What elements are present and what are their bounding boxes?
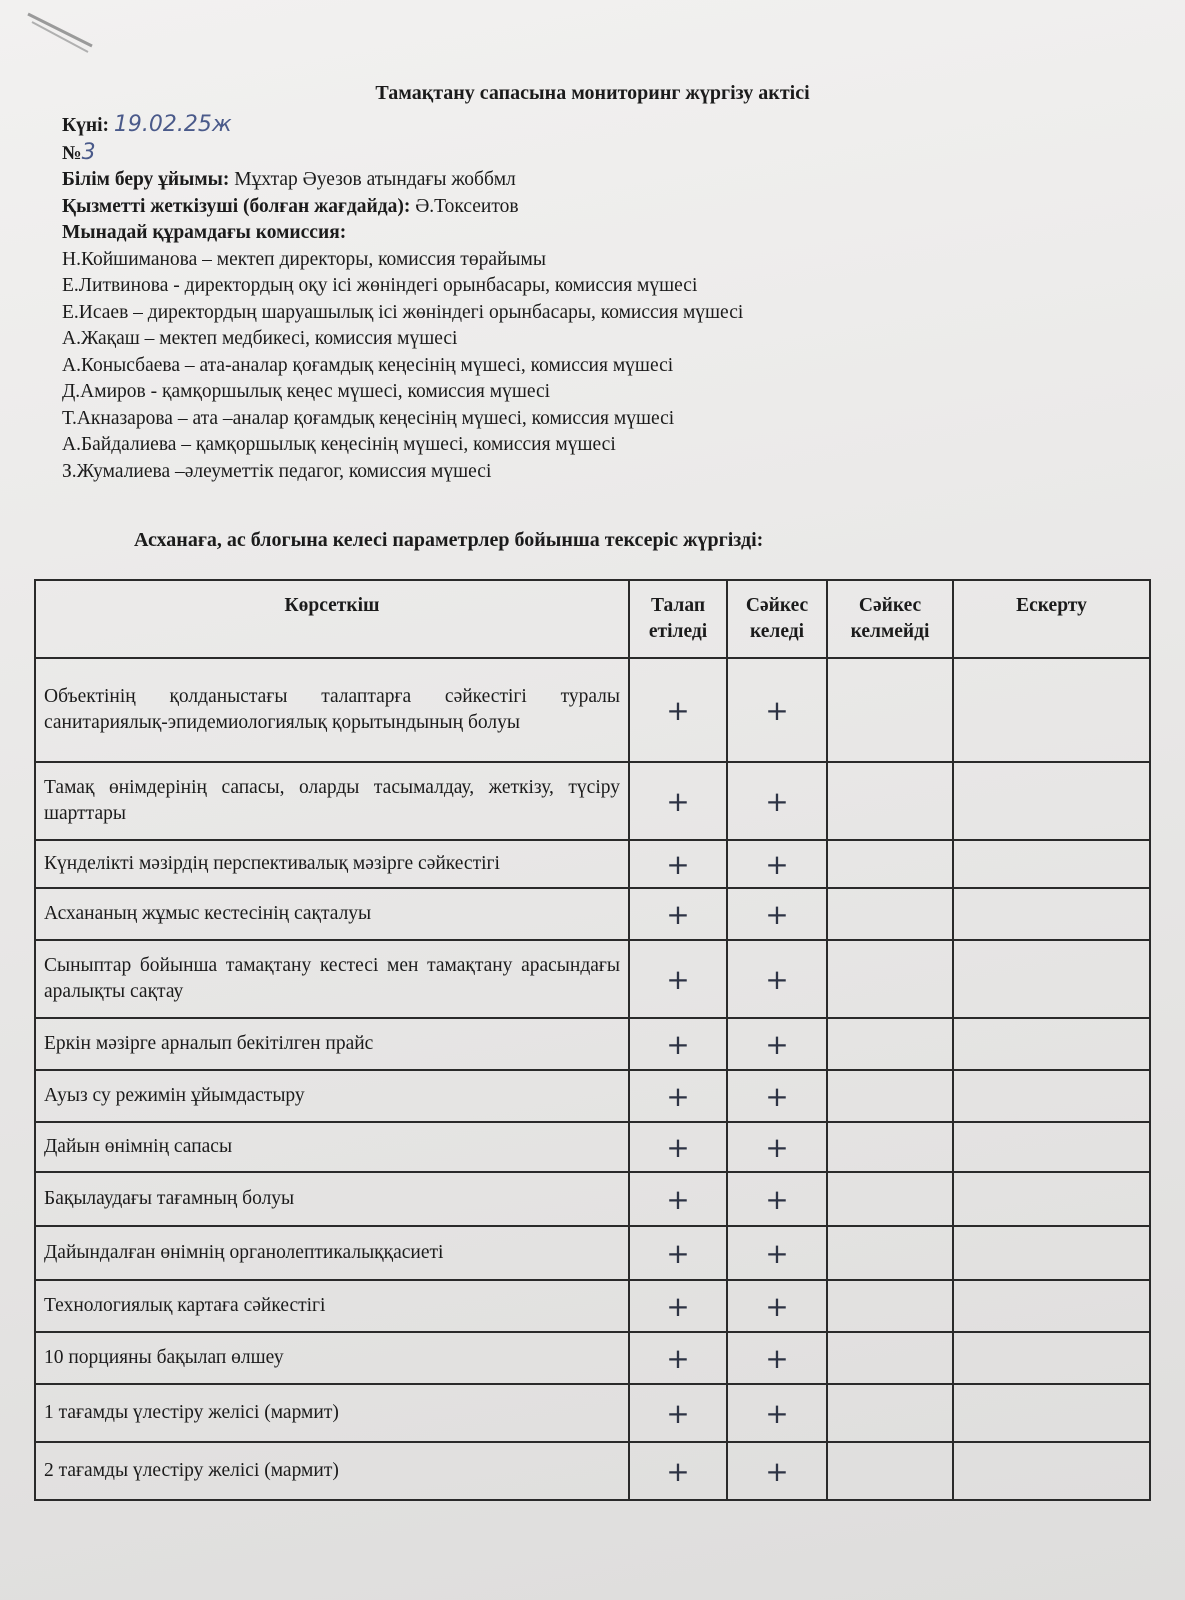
header-block [62,112,1122,485]
indicator-cell: 1 тағамды үлестіру желісі (мармит) [35,1384,629,1442]
note-cell [953,1070,1150,1122]
table-row [35,658,1150,762]
organization-value: Мұхтар Әуезов атындағы жоббмл [229,169,516,190]
table-row [35,1172,1150,1226]
commission-member: А.Жақаш – мектеп медбикесі, комиссия мүшесі [62,328,458,349]
table-row [35,888,1150,940]
note-cell [953,840,1150,888]
header-note: Ескерту [953,580,1150,658]
date-label: Күні: [62,115,110,136]
compliant-mark: + [727,1384,827,1442]
required-mark: + [629,1332,727,1384]
header-noncompliant [827,580,953,658]
indicator-cell: Объектінің қолданыстағы талаптарға сәйкестігі туралы санитариялық-эпидемиологиялық қорытындының болуы [35,658,629,762]
table-row [35,1018,1150,1070]
table-header-row [35,580,1150,658]
compliant-mark: + [727,1226,827,1280]
required-mark: + [629,840,727,888]
compliant-mark: + [727,762,827,840]
commission-member: Т.Акназарова – ата –аналар қоғамдық кеңесінің мүшесі, комиссия мүшесі [62,407,675,429]
indicator-cell: Еркін мәзірге арналып бекітілген прайс [35,1018,629,1070]
compliant-mark: + [727,658,827,762]
table-row [35,1442,1150,1500]
required-mark: + [629,1384,727,1442]
table-row [35,1332,1150,1384]
commission-member: Д.Амиров - қамқоршылық кеңес мүшесі, комиссия мүшесі [62,381,551,402]
required-mark: + [629,762,727,840]
table-row [35,1280,1150,1332]
compliant-mark: + [727,1018,827,1070]
staple-icon [22,8,102,58]
header-required-line2: етіледі [648,621,708,642]
header-indicator: Көрсеткіш [35,580,629,658]
compliant-mark: + [727,1280,827,1332]
compliant-mark: + [727,888,827,940]
header-compliant-line1: Сәйкес [745,595,809,616]
indicator-cell: 10 порцияны бақылап өлшеу [35,1332,629,1384]
indicator-cell: Ауыз су режимін ұйымдастыру [35,1070,629,1122]
organization-label: Білім беру ұйымы: [62,169,230,190]
table-row [35,762,1150,840]
header-required [629,580,727,658]
note-cell [953,1172,1150,1226]
compliant-mark: + [727,1442,827,1500]
compliant-mark: + [727,940,827,1018]
document-title: Тамақтану сапасына мониторинг жүргізу актісі [375,82,810,104]
table-row [35,1384,1150,1442]
noncompliant-cell [827,762,953,840]
commission-member: З.Жумалиева –әлеуметтік педагог, комиссия мүшесі [62,460,492,482]
table-row [35,840,1150,888]
note-cell [953,888,1150,940]
table-row [35,940,1150,1018]
organization-line [62,167,1122,194]
noncompliant-cell [827,940,953,1018]
required-mark: + [629,888,727,940]
noncompliant-cell [827,1332,953,1384]
table-row [35,1122,1150,1172]
commission-label: Мынадай құрамдағы комиссия: [62,222,347,243]
date-line [62,112,1122,140]
commission-member: Е.Исаев – директордың шаруашылық ісі жөніндегі орынбасары, комиссия мүшесі [62,301,744,323]
number-label: № [62,142,82,164]
note-cell [953,658,1150,762]
required-mark: + [629,1070,727,1122]
compliant-mark: + [727,1172,827,1226]
commission-member: А.Конысбаева – ата-аналар қоғамдық кеңесінің мүшесі, комиссия мүшесі [62,354,674,376]
required-mark: + [629,658,727,762]
noncompliant-cell [827,1172,953,1226]
required-mark: + [629,1172,727,1226]
noncompliant-cell [827,840,953,888]
note-cell [953,1122,1150,1172]
note-cell [953,1226,1150,1280]
required-mark: + [629,1226,727,1280]
header-compliant [727,580,827,658]
indicator-cell: Дайын өнімнің сапасы [35,1122,629,1172]
noncompliant-cell [827,1384,953,1442]
noncompliant-cell [827,1122,953,1172]
indicator-cell: Сыныптар бойынша тамақтану кестесі мен тамақтану арасындағы аралықты сақтау [35,940,629,1018]
compliant-mark: + [727,1122,827,1172]
indicator-cell: Күнделікті мәзірдің перспективалық мәзірге сәйкестігі [35,840,629,888]
commission-member: А.Байдалиева – қамқоршылық кеңесінің мүшесі, комиссия мүшесі [62,434,616,455]
noncompliant-cell [827,1070,953,1122]
noncompliant-cell [827,888,953,940]
note-cell [953,1384,1150,1442]
table-row [35,1070,1150,1122]
commission-member: Е.Литвинова - директордың оқу ісі жөніндегі орынбасары, комиссия мүшесі [62,275,698,296]
compliant-mark: + [727,1070,827,1122]
noncompliant-cell [827,1226,953,1280]
header-required-line1: Талап [650,595,706,616]
inspection-table [34,579,1151,1501]
header-noncompliant-line1: Сәйкес [858,595,922,616]
number-value: 3 [81,139,96,165]
table-row [35,1226,1150,1280]
noncompliant-cell [827,658,953,762]
supplier-label: Қызметті жеткізуші (болған жағдайда): [62,195,411,217]
note-cell [953,1332,1150,1384]
noncompliant-cell [827,1442,953,1500]
note-cell [953,1018,1150,1070]
indicator-cell: Бақылаудағы тағамның болуы [35,1172,629,1226]
compliant-mark: + [727,1332,827,1384]
indicator-cell: Тамақ өнімдерінің сапасы, оларды тасымалдау, жеткізу, түсіру шарттары [35,762,629,840]
indicator-cell: 2 тағамды үлестіру желісі (мармит) [35,1442,629,1500]
note-cell [953,940,1150,1018]
indicator-cell: Асхананың жұмыс кестесінің сақталуы [35,888,629,940]
indicator-cell: Технологиялық картаға сәйкестігі [35,1280,629,1332]
required-mark: + [629,1018,727,1070]
noncompliant-cell [827,1018,953,1070]
header-compliant-line2: келеді [749,621,805,642]
required-mark: + [629,1280,727,1332]
note-cell [953,1280,1150,1332]
note-cell [953,762,1150,840]
supplier-line [62,194,1122,221]
note-cell [953,1442,1150,1500]
required-mark: + [629,1442,727,1500]
required-mark: + [629,940,727,1018]
inspection-subtitle: Асханаға, ас блогына келесі параметрлер бойынша тексеріс жүргізді: [134,529,764,551]
commission-member: Н.Койшиманова – мектеп директоры, комиссия төрайымы [62,248,546,270]
required-mark: + [629,1122,727,1172]
date-value: 19.02.25ж [113,112,232,137]
supplier-value: Ә.Токсеитов [410,195,519,217]
compliant-mark: + [727,840,827,888]
indicator-cell: Дайындалған өнімнің органолептикалыққасиеті [35,1226,629,1280]
number-line [62,140,1122,168]
header-noncompliant-line2: келмейді [850,621,930,642]
noncompliant-cell [827,1280,953,1332]
